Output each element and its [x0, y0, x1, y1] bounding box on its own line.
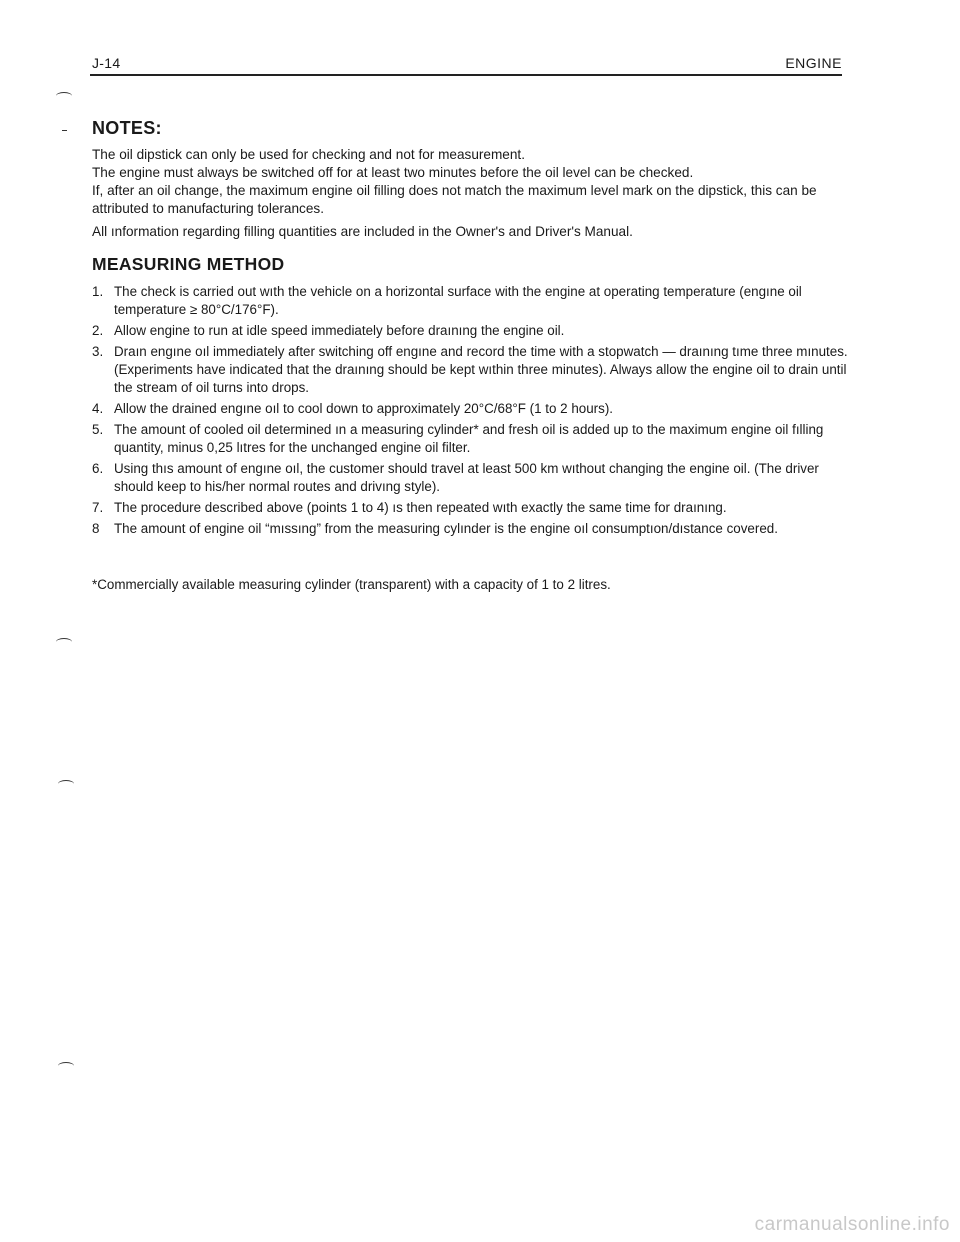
step-item	[92, 499, 852, 517]
step-item	[92, 460, 852, 496]
step-text: The amount of cooled oil determined ın a measuring cylinder* and fresh oil is added up to the maximum engine oil fılling quantity, minus 0,25 lıtres for the unchanged engine oil filter.	[114, 422, 824, 455]
note-paragraph: The oil dipstick can only be used for checking and not for measurement.	[92, 147, 525, 162]
step-text: The procedure described above (points 1 to 4) ıs then repeated wıth exactly the same time for draınıng.	[114, 500, 727, 515]
step-number: 3.	[92, 344, 104, 359]
notes-body	[92, 146, 852, 241]
step-item	[92, 421, 852, 457]
binder-hole-mark	[56, 638, 72, 646]
step-number: 1.	[92, 284, 104, 299]
step-text: Allow engine to run at idle speed immediately before draınıng the engine oil.	[114, 323, 565, 338]
note-paragraph: The engine must always be switched off for at least two minutes before the oil level can be checked.	[92, 165, 694, 180]
site-watermark: carmanualsonline.info	[754, 1214, 950, 1235]
method-heading: MEASURING METHOD	[92, 254, 285, 274]
header-rule	[90, 74, 842, 76]
step-item	[92, 322, 852, 340]
step-number: 4.	[92, 401, 104, 416]
method-steps	[92, 283, 852, 541]
binder-hole-mark	[58, 1062, 74, 1070]
step-number: 8	[92, 521, 100, 536]
step-text: Draın engıne oıl immediately after switching off engıne and record the time with a stopwatch — draınıng tıme three mınutes. (Experiments have indicated that the draınıng should be kept wıthin three minutes). Always allow the engine oil to drain until the stream of oil turns into drops.	[114, 344, 848, 395]
page-number: J-14	[92, 55, 121, 71]
step-item	[92, 400, 852, 418]
step-number: 7.	[92, 500, 104, 515]
step-number: 5.	[92, 422, 104, 437]
step-item	[92, 520, 852, 538]
step-item	[92, 343, 852, 397]
step-text: Using thıs amount of engıne oıl, the customer should travel at least 500 km wıthout changing the engine oil. (The driver should keep to his/her normal routes and drivıng style).	[114, 461, 819, 494]
footnote: *Commercially available measuring cylinder (transparent) with a capacity of 1 to 2 litres.	[92, 577, 611, 592]
step-text: Allow the drained engıne oıl to cool down to approximately 20°C/68°F (1 to 2 hours).	[114, 401, 614, 416]
note-paragraph: All ınformation regarding filling quantities are included in the Owner's and Driver's Manual.	[92, 224, 633, 239]
binder-hole-mark	[56, 92, 72, 100]
note-paragraph: If, after an oil change, the maximum engine oil filling does not match the maximum level mark on the dipstick, this can be attributed to manufacturing tolerances.	[92, 183, 817, 216]
binder-hole-mark	[58, 780, 74, 788]
section-title: ENGINE	[785, 55, 842, 71]
step-number: 6.	[92, 461, 104, 476]
step-item	[92, 283, 852, 319]
step-text: The check is carried out wıth the vehicle on a horizontal surface with the engine at operating temperature (engıne oil temperature ≥ 80°C/176°F).	[114, 284, 802, 317]
step-text: The amount of engine oil “mıssıng” from the measuring cylınder is the engine oıl consumptıon/dıstance covered.	[114, 521, 778, 536]
notes-heading: NOTES:	[92, 118, 162, 138]
scan-dash-mark	[62, 130, 67, 131]
step-number: 2.	[92, 323, 104, 338]
